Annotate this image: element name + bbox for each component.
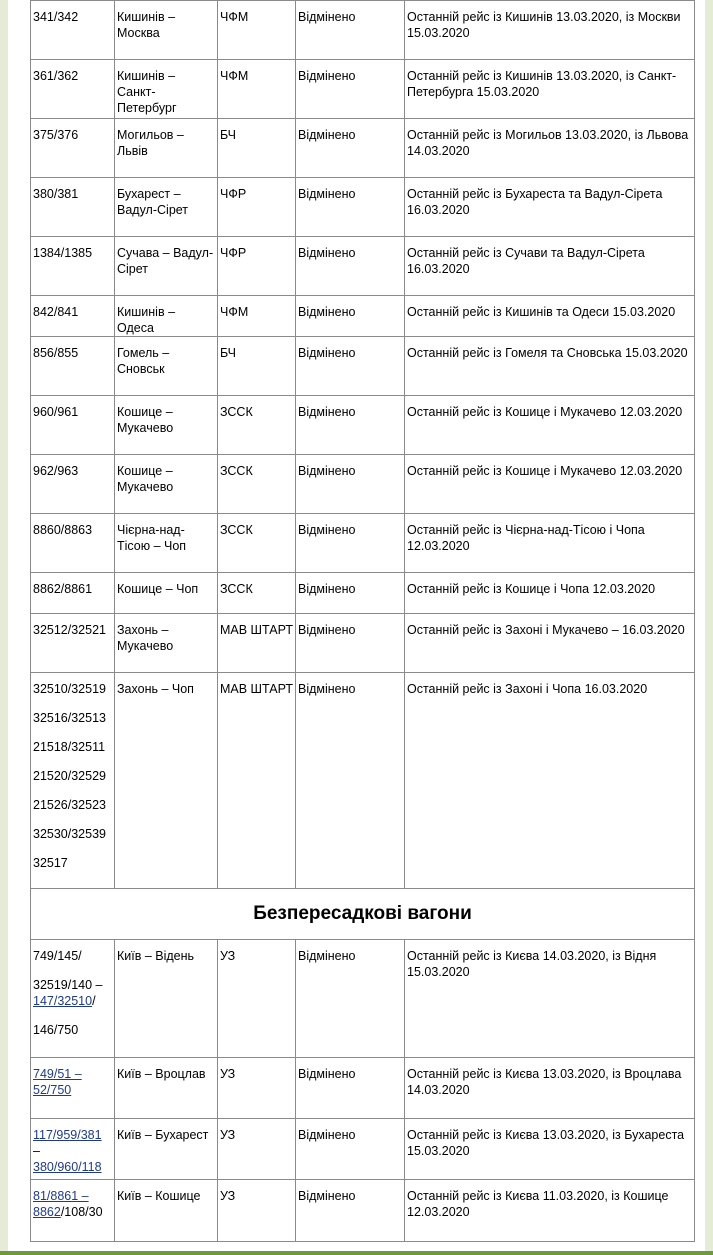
train-number: 32516/32513	[33, 711, 106, 725]
carrier: БЧ	[220, 346, 236, 360]
train-number: 380/381	[33, 187, 79, 201]
status: Відмінено	[298, 623, 356, 637]
train-number: 8862/8861	[33, 582, 93, 596]
route: Київ – Вроцлав	[117, 1067, 206, 1081]
note: Останній рейс із Києва 13.03.2020, із Бухареста 15.03.2020	[407, 1128, 685, 1158]
note: Останній рейс із Кишинів 13.03.2020, із Москви 15.03.2020	[407, 10, 681, 40]
table-row	[31, 178, 695, 237]
status: Відмінено	[298, 682, 356, 696]
table-row	[31, 514, 695, 573]
status: Відмінено	[298, 128, 356, 142]
carrier: ЧФР	[220, 246, 247, 260]
carrier: ЗССК	[220, 464, 253, 478]
train-number: 32512/32521	[33, 623, 106, 637]
train-number: –	[33, 1144, 40, 1158]
train-number: 32510/32519	[33, 682, 106, 696]
table-row	[31, 673, 695, 889]
status: Відмінено	[298, 305, 356, 319]
note: Останній рейс із Кошице і Чопа 12.03.2020	[407, 582, 656, 596]
train-number: 21518/32511	[33, 740, 106, 754]
status: Відмінено	[298, 69, 356, 83]
bottom-border	[0, 1251, 713, 1255]
note: Останній рейс із Чієрна-над-Тісою і Чопа 12.03.2020	[407, 523, 645, 553]
status: Відмінено	[298, 187, 356, 201]
train-number: 361/362	[33, 69, 79, 83]
status: Відмінено	[298, 1189, 356, 1203]
status: Відмінено	[298, 582, 356, 596]
train-number: 21526/32523	[33, 798, 106, 812]
note: Останній рейс із Кошице і Мукачево 12.03.2020	[407, 405, 683, 419]
status: Відмінено	[298, 1067, 356, 1081]
table-row	[31, 396, 695, 455]
train-number: 856/855	[33, 346, 79, 360]
carrier: МАВ ШТАРТ	[220, 682, 293, 696]
carrier: МАВ ШТАРТ	[220, 623, 293, 637]
carrier: БЧ	[220, 128, 236, 142]
route: Захонь – Чоп	[117, 682, 194, 696]
carrier: ЧФР	[220, 187, 247, 201]
table-row	[31, 455, 695, 514]
train-number: 962/963	[33, 464, 79, 478]
train-number: 1384/1385	[33, 246, 93, 260]
train-number: 375/376	[33, 128, 79, 142]
note: Останній рейс із Могильов 13.03.2020, із Львова 14.03.2020	[407, 128, 689, 158]
train-number: /	[92, 994, 96, 1008]
train-number: 8860/8863	[33, 523, 93, 537]
table-row	[31, 1058, 695, 1119]
carrier: ЧФМ	[220, 305, 249, 319]
status: Відмінено	[298, 523, 356, 537]
carrier: ЗССК	[220, 523, 253, 537]
route: Гомель – Сновськ	[117, 346, 170, 376]
train-number: 960/961	[33, 405, 79, 419]
section-header: Безпересадкові вагони	[31, 889, 695, 940]
route: Кишинів – Одеса	[117, 305, 176, 335]
train-link[interactable]: 380/960/118	[33, 1160, 102, 1174]
route: Київ – Кошице	[117, 1189, 201, 1203]
status: Відмінено	[298, 949, 356, 963]
table-row	[31, 237, 695, 296]
status: Відмінено	[298, 246, 356, 260]
note: Останній рейс із Києва 11.03.2020, із Кошице 12.03.2020	[407, 1189, 669, 1219]
train-link[interactable]: 81/8861 – 8862	[33, 1189, 89, 1219]
train-number: 32517	[33, 856, 68, 870]
carrier: УЗ	[220, 949, 236, 963]
train-number: 32530/32539	[33, 827, 106, 841]
table-row	[31, 119, 695, 178]
carrier: ЧФМ	[220, 10, 249, 24]
train-link[interactable]: 147/32510	[33, 994, 93, 1008]
train-number: /108/30	[60, 1205, 103, 1219]
carrier: ЗССК	[220, 582, 253, 596]
table-row	[31, 573, 695, 614]
cancelled-trains-table	[30, 0, 695, 1242]
status: Відмінено	[298, 346, 356, 360]
route: Київ – Бухарест	[117, 1128, 209, 1142]
train-number: 842/841	[33, 305, 79, 319]
route: Київ – Відень	[117, 949, 195, 963]
table-row	[31, 296, 695, 337]
status: Відмінено	[298, 10, 356, 24]
note: Останній рейс із Кишинів 13.03.2020, із Санкт-Петербурга 15.03.2020	[407, 69, 677, 99]
note: Останній рейс із Захоні і Мукачево – 16.03.2020	[407, 623, 685, 637]
route: Кошице – Чоп	[117, 582, 199, 596]
note: Останній рейс із Сучави та Вадул-Сірета 16.03.2020	[407, 246, 645, 276]
note: Останній рейс із Кошице і Мукачево 12.03.2020	[407, 464, 683, 478]
status: Відмінено	[298, 405, 356, 419]
status: Відмінено	[298, 1128, 356, 1142]
route: Кишинів – Москва	[117, 10, 176, 40]
table-row	[31, 1180, 695, 1242]
right-border	[705, 0, 713, 1255]
train-number: 146/750	[33, 1023, 79, 1037]
note: Останній рейс із Кишинів та Одеси 15.03.2020	[407, 305, 676, 319]
table-row	[31, 614, 695, 673]
train-number: 341/342	[33, 10, 79, 24]
carrier: ЗССК	[220, 405, 253, 419]
table-row	[31, 337, 695, 396]
route: Чієрна-над-Тісою – Чоп	[117, 523, 187, 553]
carrier: УЗ	[220, 1067, 236, 1081]
route: Кошице – Мукачево	[117, 464, 174, 494]
section-header-row	[31, 889, 695, 940]
status: Відмінено	[298, 464, 356, 478]
carrier: УЗ	[220, 1189, 236, 1203]
route: Сучава – Вадул-Сірет	[117, 246, 214, 276]
train-link[interactable]: 749/51 – 52/750	[33, 1067, 82, 1097]
carrier: ЧФМ	[220, 69, 249, 83]
train-number: 21520/32529	[33, 769, 106, 783]
table-row	[31, 1119, 695, 1180]
note: Останній рейс із Бухареста та Вадул-Сірета 16.03.2020	[407, 187, 663, 217]
note: Останній рейс із Захоні і Чопа 16.03.2020	[407, 682, 648, 696]
table-row	[31, 60, 695, 119]
left-border	[0, 0, 8, 1255]
route: Захонь – Мукачево	[117, 623, 174, 653]
note: Останній рейс із Києва 14.03.2020, із Відня 15.03.2020	[407, 949, 657, 979]
note: Останній рейс із Гомеля та Сновська 15.03.2020	[407, 346, 688, 360]
table-row	[31, 1, 695, 60]
train-number: 32519/140 –	[33, 978, 103, 992]
table-row	[31, 940, 695, 1058]
train-number: 749/145/	[33, 949, 82, 963]
route: Бухарест – Вадул-Сірет	[117, 187, 189, 217]
train-link[interactable]: 117/959/381	[33, 1128, 102, 1142]
note: Останній рейс із Києва 13.03.2020, із Вроцлава 14.03.2020	[407, 1067, 682, 1097]
route: Кошице – Мукачево	[117, 405, 174, 435]
route: Могильов – Львів	[117, 128, 184, 158]
carrier: УЗ	[220, 1128, 236, 1142]
route: Кишинів – Санкт-Петербург	[117, 69, 177, 115]
